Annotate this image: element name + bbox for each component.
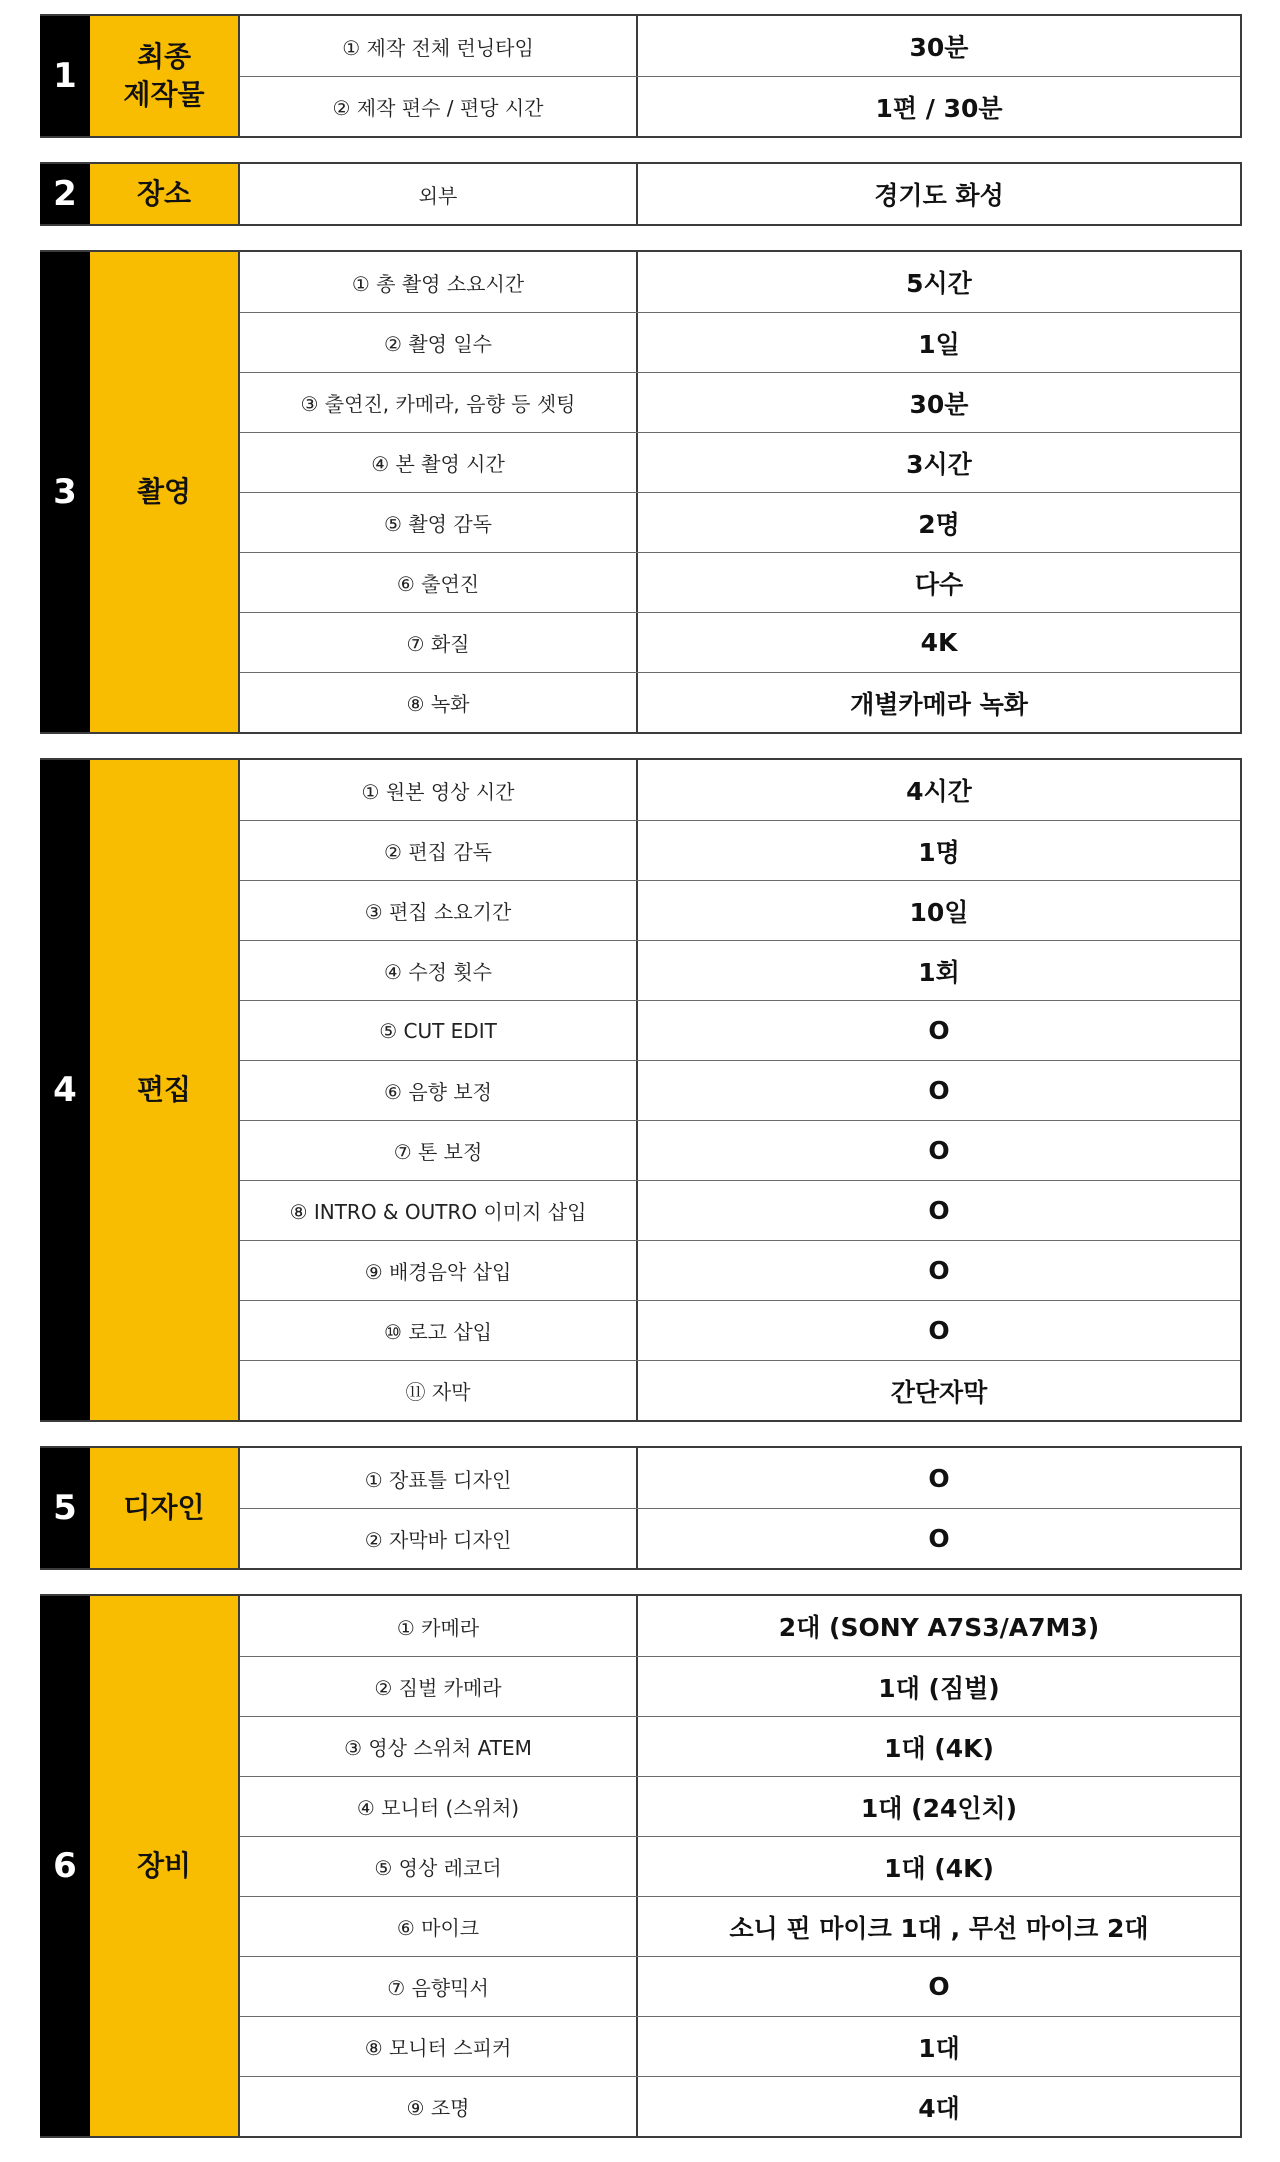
row-label: ④ 본 촬영 시간 — [240, 433, 638, 492]
row-label: ⑤ CUT EDIT — [240, 1001, 638, 1060]
row-label: ⑦ 음향믹서 — [240, 1957, 638, 2016]
row-label: ① 장표틀 디자인 — [240, 1448, 638, 1508]
category-line: 편집 — [136, 1073, 192, 1106]
row-label: ⑨ 조명 — [240, 2077, 638, 2136]
category-line: 장소 — [136, 177, 192, 210]
table-row — [240, 612, 1240, 672]
row-label: ④ 모니터 (스위처) — [240, 1777, 638, 1836]
row-label: ⑪ 자막 — [240, 1361, 638, 1420]
row-value: 1회 — [918, 957, 960, 987]
row-value: O — [928, 1196, 950, 1225]
row-label: ③ 영상 스위처 ATEM — [240, 1717, 638, 1776]
section-category — [90, 760, 240, 1420]
section-category — [90, 164, 240, 224]
table-row — [240, 2016, 1240, 2076]
table-row — [240, 880, 1240, 940]
row-label: ② 촬영 일수 — [240, 313, 638, 372]
table-row — [240, 16, 1240, 76]
row-value: 1대 (짐벌) — [878, 1673, 1000, 1703]
row-label: ① 제작 전체 런닝타임 — [240, 16, 638, 76]
row-value: O — [928, 1136, 950, 1165]
table-row — [240, 1360, 1240, 1420]
table-row — [240, 1656, 1240, 1716]
table-row — [240, 1716, 1240, 1776]
row-value: O — [928, 1463, 950, 1493]
row-value: 1대 (4K) — [884, 1853, 994, 1883]
table-row — [240, 164, 1240, 224]
section-number: 2 — [40, 164, 90, 224]
row-value: 1일 — [918, 329, 960, 359]
row-value: 다수 — [914, 569, 964, 599]
table-row — [240, 252, 1240, 312]
table-row — [240, 1776, 1240, 1836]
row-value: 4대 — [918, 2093, 960, 2123]
row-value: 2대 (SONY A7S3/A7M3) — [778, 1613, 1100, 1642]
table-row — [240, 1448, 1240, 1508]
row-label: ② 자막바 디자인 — [240, 1509, 638, 1568]
section-number: 1 — [40, 16, 90, 136]
row-label: ⑤ 영상 레코더 — [240, 1837, 638, 1896]
table-row — [240, 1896, 1240, 1956]
row-list — [240, 16, 1240, 136]
section-number: 5 — [40, 1448, 90, 1568]
table-row — [240, 492, 1240, 552]
table-row — [240, 1000, 1240, 1060]
row-label: ④ 수정 횟수 — [240, 941, 638, 1000]
row-value: 4시간 — [906, 777, 972, 806]
section-4 — [40, 758, 1242, 1422]
table-row — [240, 2076, 1240, 2136]
table-row — [240, 552, 1240, 612]
row-label: ⑦ 화질 — [240, 613, 638, 672]
row-value: O — [928, 1524, 950, 1553]
section-6 — [40, 1594, 1242, 2138]
row-label: ⑧ INTRO & OUTRO 이미지 삽입 — [240, 1181, 638, 1240]
row-value: 3시간 — [906, 449, 972, 479]
row-label: ⑥ 마이크 — [240, 1897, 638, 1956]
row-value: 30분 — [909, 389, 969, 419]
row-label: ⑧ 모니터 스피커 — [240, 2017, 638, 2076]
table-row — [240, 1300, 1240, 1360]
row-label: 외부 — [240, 164, 638, 224]
row-value: O — [928, 1972, 950, 2001]
table-row — [240, 1060, 1240, 1120]
row-label: ⑤ 촬영 감독 — [240, 493, 638, 552]
row-label: ⑩ 로고 삽입 — [240, 1301, 638, 1360]
row-label: ② 짐벌 카메라 — [240, 1657, 638, 1716]
row-value: 5시간 — [906, 269, 972, 298]
table-row — [240, 1836, 1240, 1896]
section-category — [90, 16, 240, 136]
table-row — [240, 1240, 1240, 1300]
row-value: 1편 / 30분 — [875, 93, 1003, 123]
section-category — [90, 1596, 240, 2136]
row-label: ⑥ 음향 보정 — [240, 1061, 638, 1120]
row-list — [240, 1448, 1240, 1568]
row-label: ② 제작 편수 / 편당 시간 — [240, 77, 638, 136]
row-list — [240, 164, 1240, 224]
table-row — [240, 940, 1240, 1000]
row-list — [240, 760, 1240, 1420]
category-line: 디자인 — [123, 1491, 205, 1524]
table-row — [240, 76, 1240, 136]
section-number: 3 — [40, 252, 90, 732]
category-line: 장비 — [136, 1849, 192, 1882]
row-list — [240, 1596, 1240, 2136]
table-row — [240, 820, 1240, 880]
table-row — [240, 672, 1240, 732]
row-value: O — [928, 1256, 950, 1285]
row-value: 간단자막 — [890, 1377, 988, 1407]
category-line: 촬영 — [136, 475, 192, 508]
table-row — [240, 312, 1240, 372]
row-value: 1대 (4K) — [884, 1733, 994, 1763]
section-1 — [40, 14, 1242, 138]
section-number: 6 — [40, 1596, 90, 2136]
category-line: 제작물 — [123, 78, 205, 111]
row-label: ⑧ 녹화 — [240, 673, 638, 732]
row-label: ⑦ 톤 보정 — [240, 1121, 638, 1180]
row-value: 소니 핀 마이크 1대 , 무선 마이크 2대 — [729, 1913, 1149, 1943]
section-5 — [40, 1446, 1242, 1570]
section-number: 4 — [40, 760, 90, 1420]
row-label: ② 편집 감독 — [240, 821, 638, 880]
row-value: 2명 — [918, 509, 960, 539]
row-list — [240, 252, 1240, 732]
table-row — [240, 1596, 1240, 1656]
row-label: ① 총 촬영 소요시간 — [240, 252, 638, 312]
row-value: 1명 — [918, 837, 960, 867]
row-value: 1대 (24인치) — [860, 1793, 1018, 1823]
row-value: O — [928, 1016, 950, 1045]
row-label: ③ 편집 소요기간 — [240, 881, 638, 940]
row-value: 개별카메라 녹화 — [850, 689, 1028, 719]
section-category — [90, 252, 240, 732]
production-spec-table — [40, 14, 1242, 2162]
table-row — [240, 1956, 1240, 2016]
section-3 — [40, 250, 1242, 734]
row-value: 30분 — [909, 33, 969, 62]
row-label: ⑨ 배경음악 삽입 — [240, 1241, 638, 1300]
row-value: O — [928, 1316, 950, 1345]
row-value: 4K — [920, 628, 958, 657]
row-value: O — [928, 1076, 950, 1105]
section-2 — [40, 162, 1242, 226]
row-label: ③ 출연진, 카메라, 음향 등 셋팅 — [240, 373, 638, 432]
row-label: ① 카메라 — [240, 1596, 638, 1656]
row-value: 10일 — [909, 897, 969, 927]
table-row — [240, 432, 1240, 492]
row-value: 1대 — [918, 2033, 960, 2063]
row-value: 경기도 화성 — [874, 181, 1004, 210]
row-label: ⑥ 출연진 — [240, 553, 638, 612]
table-row — [240, 372, 1240, 432]
table-row — [240, 1180, 1240, 1240]
row-label: ① 원본 영상 시간 — [240, 760, 638, 820]
table-row — [240, 1508, 1240, 1568]
section-category — [90, 1448, 240, 1568]
category-line: 최종 — [136, 40, 192, 73]
table-row — [240, 1120, 1240, 1180]
table-row — [240, 760, 1240, 820]
